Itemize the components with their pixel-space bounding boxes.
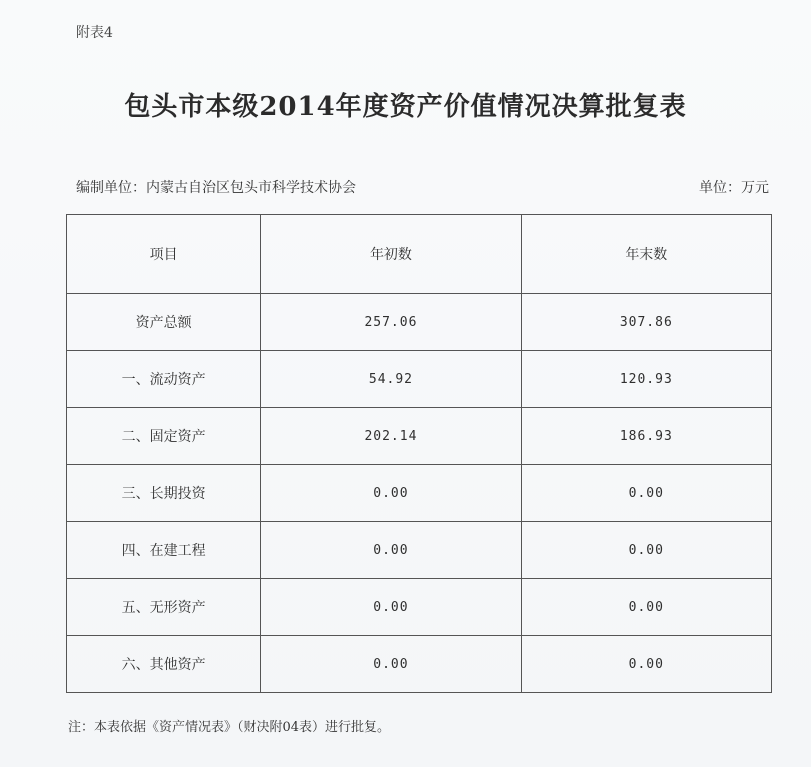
table-header-row	[67, 215, 772, 294]
unit-label: 单位：万元	[699, 180, 769, 196]
row-end-value: 0.00	[521, 579, 771, 636]
row-item: 四、在建工程	[67, 522, 261, 579]
table-row	[67, 408, 772, 465]
row-item: 一、流动资产	[67, 351, 261, 408]
table-row	[67, 522, 772, 579]
row-end-value: 186.93	[521, 408, 771, 465]
row-end-value: 120.93	[521, 351, 771, 408]
row-end-value: 0.00	[521, 522, 771, 579]
footnote: 注：本表依据《资产情况表》（财决附04表）进行批复。	[68, 720, 391, 735]
table-row	[67, 465, 772, 522]
header-begin-value: 年初数	[261, 215, 521, 294]
attachment-label: 附表4	[76, 25, 113, 41]
row-item: 二、固定资产	[67, 408, 261, 465]
table-row	[67, 351, 772, 408]
table-row	[67, 636, 772, 693]
row-end-value: 0.00	[521, 465, 771, 522]
asset-value-table-wrapper	[66, 214, 772, 693]
row-item: 六、其他资产	[67, 636, 261, 693]
row-begin-value: 0.00	[261, 465, 521, 522]
compiling-unit: 编制单位：内蒙古自治区包头市科学技术协会	[76, 180, 356, 196]
row-begin-value: 0.00	[261, 579, 521, 636]
header-item: 项目	[67, 215, 261, 294]
row-begin-value: 0.00	[261, 522, 521, 579]
row-end-value: 0.00	[521, 636, 771, 693]
table-row	[67, 294, 772, 351]
row-item: 五、无形资产	[67, 579, 261, 636]
row-begin-value: 54.92	[261, 351, 521, 408]
asset-value-table	[66, 214, 772, 693]
row-end-value: 307.86	[521, 294, 771, 351]
row-begin-value: 257.06	[261, 294, 521, 351]
document-title: 包头市本级2014年度资产价值情况决算批复表	[124, 92, 687, 122]
row-begin-value: 0.00	[261, 636, 521, 693]
row-item: 资产总额	[67, 294, 261, 351]
row-item: 三、长期投资	[67, 465, 261, 522]
header-end-value: 年末数	[521, 215, 771, 294]
row-begin-value: 202.14	[261, 408, 521, 465]
table-row	[67, 579, 772, 636]
